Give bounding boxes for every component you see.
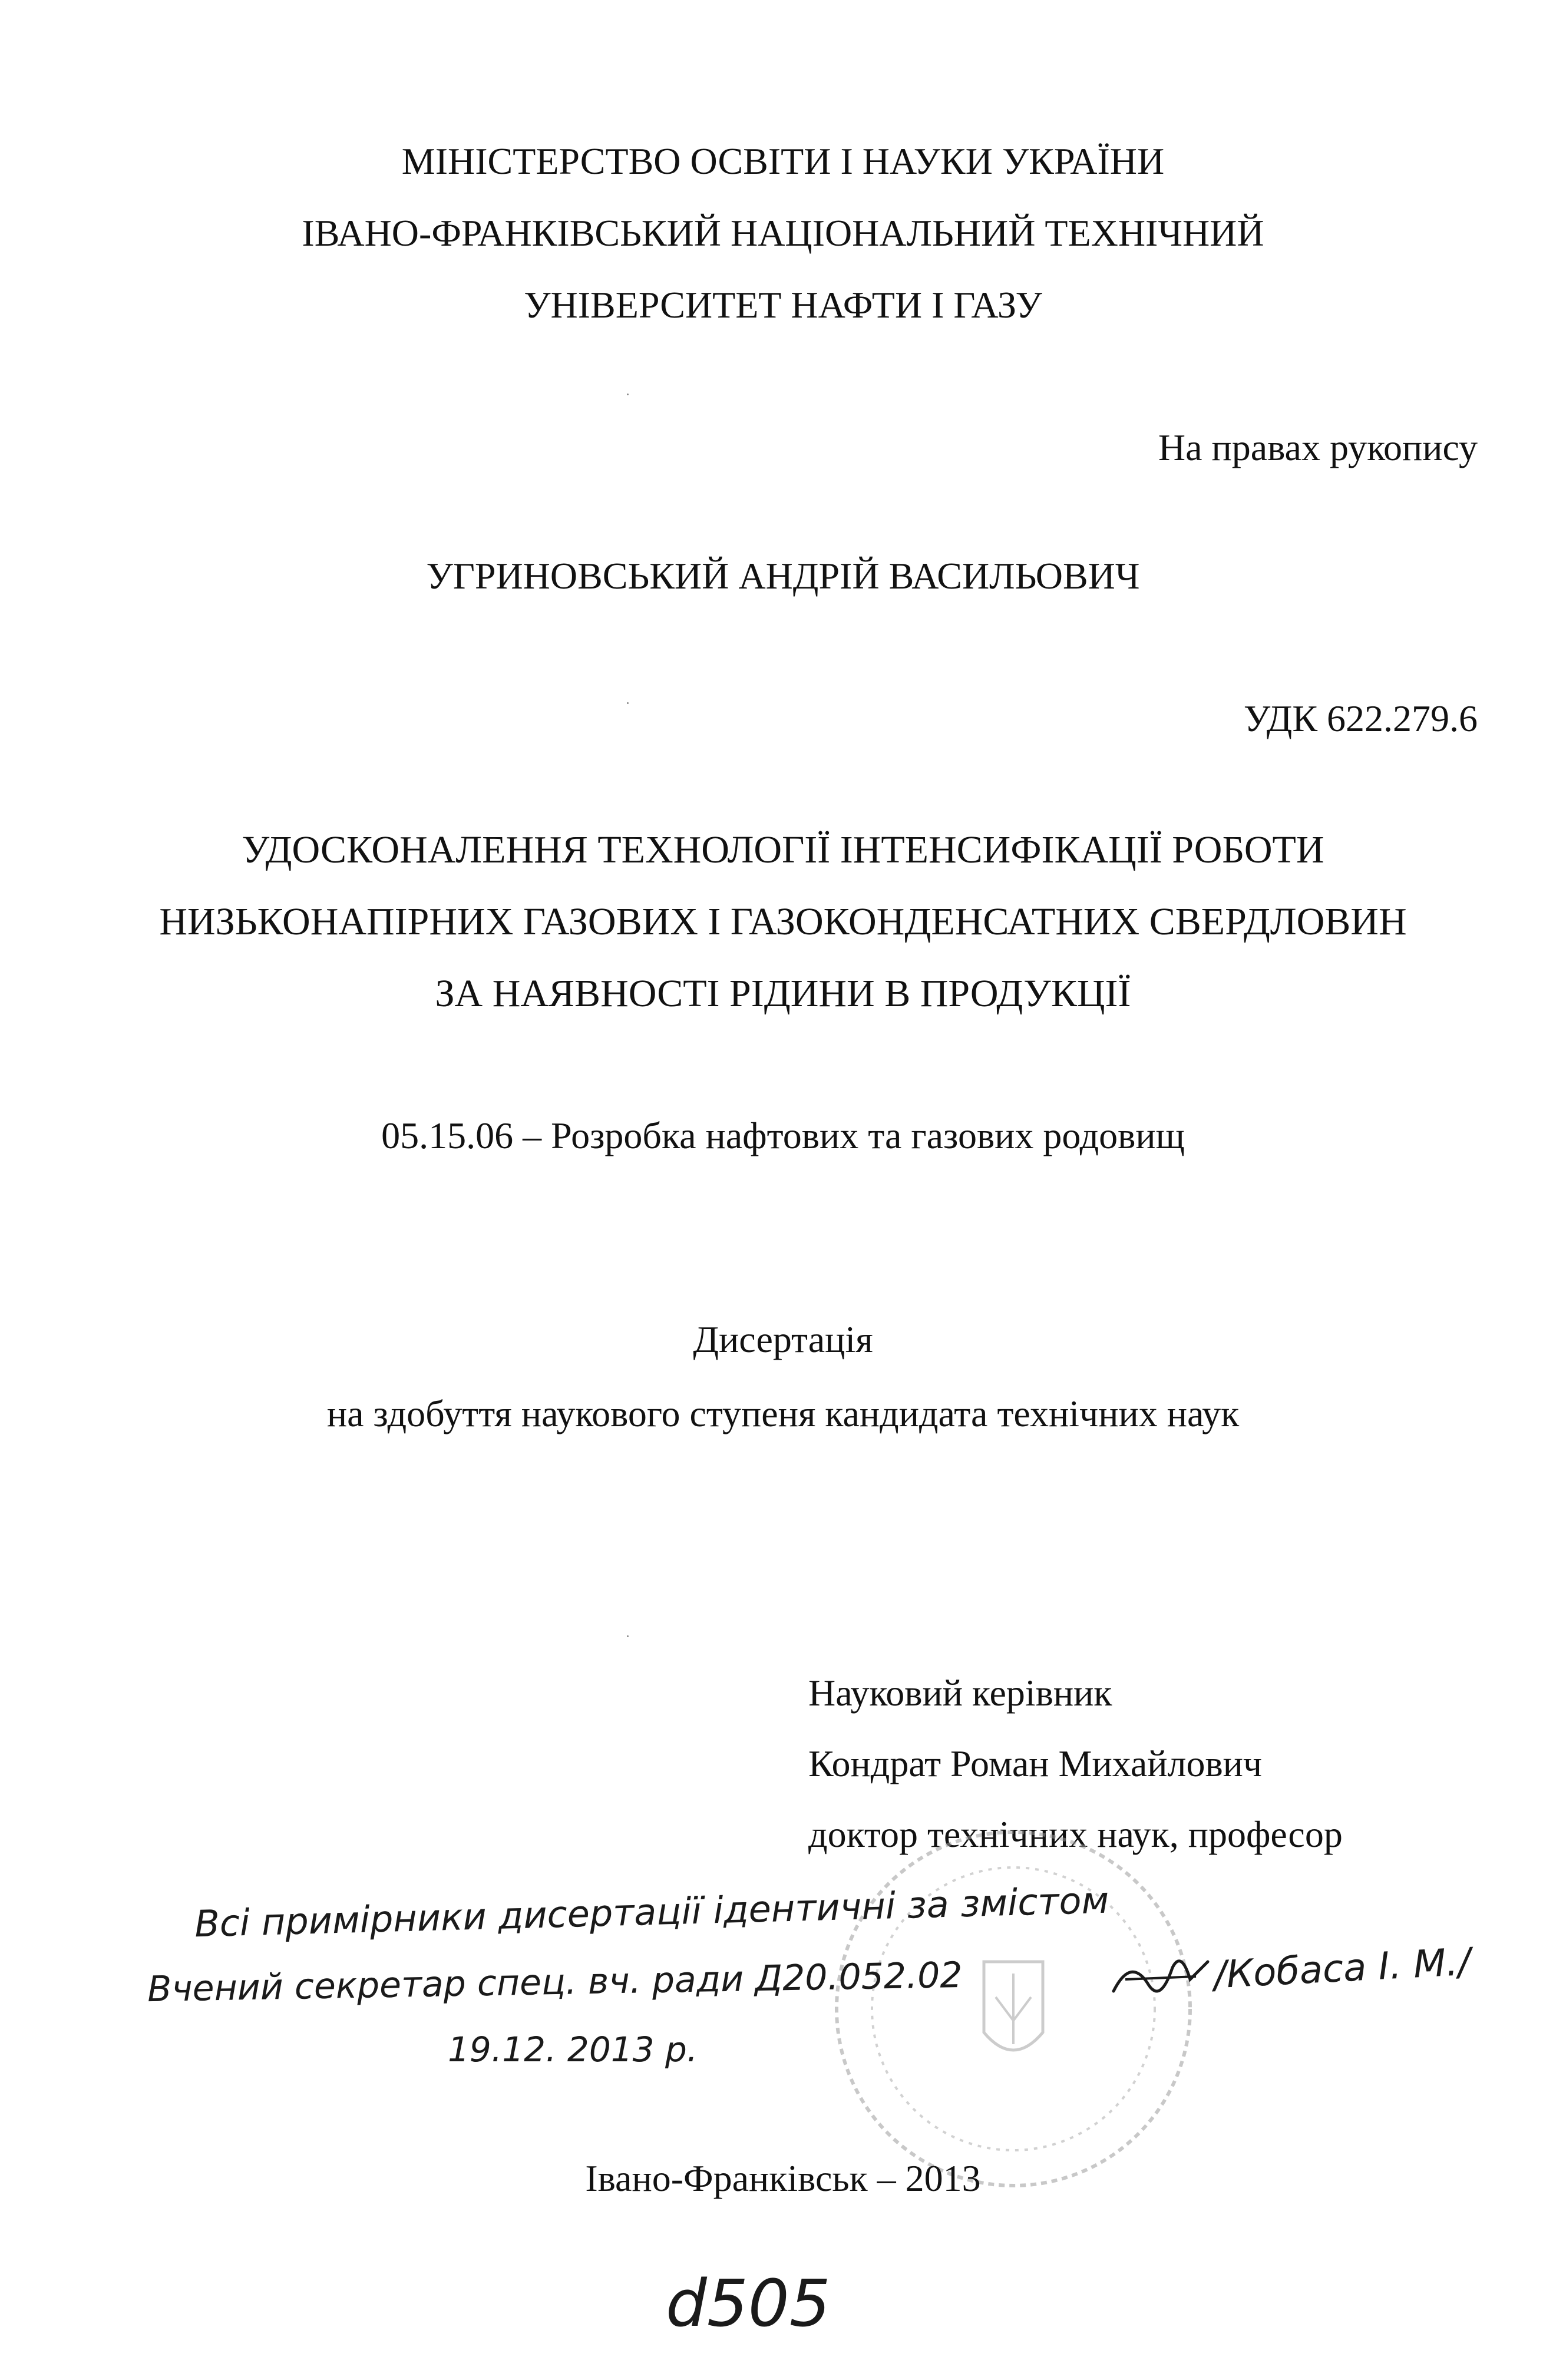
supervisor-degree: доктор технічних наук, професор — [808, 1813, 1343, 1855]
handwritten-secretary-note: Вчений секретар спец. вч. ради Д20.052.02 — [147, 1954, 963, 2011]
scan-speck — [627, 1635, 629, 1637]
university-line-1: ІВАНО-ФРАНКІВСЬКИЙ НАЦІОНАЛЬНИЙ ТЕХНІЧНИЙ — [302, 212, 1264, 254]
udc-code: УДК 622.279.6 — [1243, 698, 1478, 739]
handwritten-date: 19.12. 2013 р. — [448, 2029, 698, 2070]
thesis-title-line-1: УДОСКОНАЛЕННЯ ТЕХНОЛОГІЇ ІНТЕНСИФІКАЦІЇ РОБОТИ — [242, 828, 1324, 871]
handwritten-signature-name: /Кобаса І. М./ — [1213, 1940, 1472, 1998]
city-year: Івано-Франківськ – 2013 — [585, 2157, 981, 2199]
author-name: УГРИНОВСЬКИЙ АНДРІЙ ВАСИЛЬОВИЧ — [426, 555, 1140, 597]
thesis-title-line-3: ЗА НАЯВНОСТІ РІДИНИ В ПРОДУКЦІЇ — [435, 972, 1131, 1015]
thesis-purpose: на здобуття наукового ступеня кандидата технічних наук — [326, 1393, 1240, 1434]
inventory-number: d505 — [666, 2266, 831, 2341]
ministry-line: МІНІСТЕРСТВО ОСВІТИ І НАУКИ УКРАЇНИ — [401, 140, 1165, 182]
scan-speck — [627, 702, 629, 704]
handwritten-identity-note: Всі примірники дисертації ідентичні за змістом — [194, 1878, 1110, 1946]
manuscript-note: На правах рукопису — [1158, 427, 1478, 468]
thesis-title-line-2: НИЗЬКОНАПІРНИХ ГАЗОВИХ І ГАЗОКОНДЕНСАТНИХ СВЕРДЛОВИН — [159, 900, 1407, 943]
supervisor-role: Науковий керівник — [808, 1672, 1112, 1714]
signature-icon — [1108, 1944, 1214, 2009]
university-line-2: УНІВЕРСИТЕТ НАФТИ І ГАЗУ — [524, 284, 1042, 326]
supervisor-name: Кондрат Роман Михайлович — [808, 1743, 1263, 1784]
scan-speck — [627, 394, 629, 395]
thesis-type: Дисертація — [693, 1318, 873, 1360]
official-stamp-icon — [825, 1820, 1202, 2197]
specialty: 05.15.06 – Розробка нафтових та газових родовищ — [381, 1115, 1185, 1156]
